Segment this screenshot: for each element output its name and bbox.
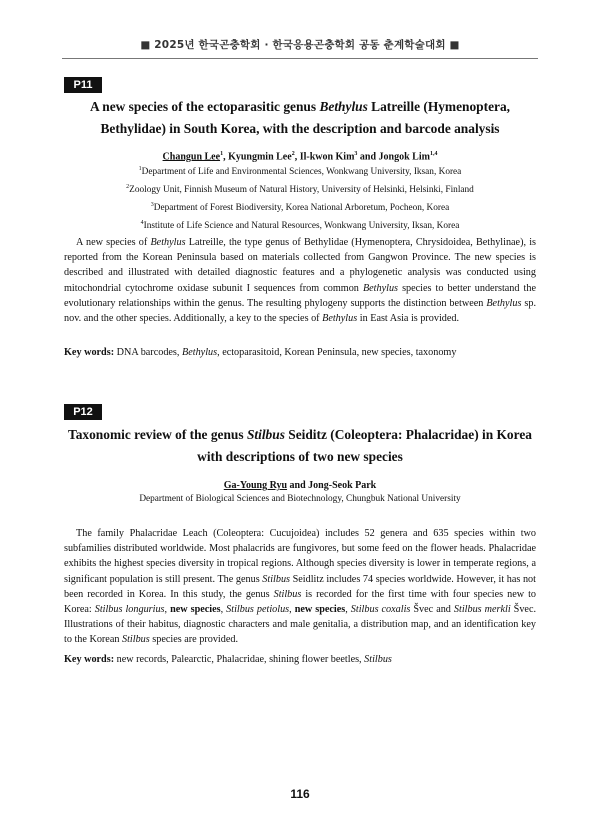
author: Ga-Young Ryu (223, 480, 288, 491)
paper-title-p12: Taxonomic review of the genus Stilbus Seiditz (Coleoptera: Phalacridae) in Korea with descriptions of two new species (68, 427, 532, 464)
paper-title-p11: A new species of the ectoparasitic genus Bethylus Latreille (Hymenoptera, Bethylidae) in South Korea, with the description and barcode analysis (89, 99, 511, 136)
authors-p12: Ga-Young Ryu and Jong-Seok Park (223, 480, 377, 491)
authors-p11: Changun Lee$^1$, Kyungmin Lee$^2$, Il-kwon Kim$^3$ and Jongok Lim$^{1,4}$ (162, 151, 438, 163)
abstract-badge-p11: P11 (64, 77, 102, 93)
affiliation: $^1$Department of Life and Environmental Sciences, Wonkwang University, Iksan, Korea (138, 166, 462, 178)
page-number: 116 (290, 787, 310, 801)
affiliation: Department of Biological Sciences and Biotechnology, Chungbuk National University (139, 494, 461, 504)
abstract-body-p12: The family Phalacridae Leach (Coleoptera: Cucujoidea) includes 52 genera and 635 species within two subfamilies distributed worldwide. Most phalacrids are fungivores, but some feed on the flower heads. Phalacridae exhibits the highest species diversity in tropical regions. Although species diversity is lower in temperate regions, a significant population is still present. The genus Stilbus Seidlitz includes 74 species worldwide. However, it has not been recorded in Korea. In this study, the genus Stilbus is recorded for the first time with four species new to Korea: Stilbus longurius, new species, Stilbus petiolus, new species, Stilbus coxalis Švec and Stilbus merkli Švec. Illustrations of their habitus, diagnostic characters and male genitalia, a distribution map, and an identification key to the Korean Stilbus species are provided. (64, 528, 537, 646)
affiliation: $^3$Department of Forest Biodiversity, Korea National Arboretum, Pocheon, Korea (150, 202, 450, 214)
keywords-p12: Key words: new records, Palearctic, Phalacridae, shining flower beetles, Stilbus (64, 654, 392, 665)
author: Jong-Seok Park (308, 480, 377, 491)
author: Kyungmin Lee (228, 151, 292, 163)
abstract-badge-p12: P12 (64, 404, 102, 420)
affiliations-p11 (60, 162, 540, 234)
author: Changun Lee (162, 151, 221, 163)
affiliations-p12 (60, 492, 540, 507)
keywords-p11: Key words: DNA barcodes, Bethylus, ectoparasitoid, Korean Peninsula, new species, taxonomy (64, 347, 457, 358)
genus-name: Bethylus (319, 99, 368, 114)
author: Jongok Lim (378, 151, 430, 163)
author: Il-kwon Kim (299, 151, 355, 163)
affiliation: $^4$Institute of Life Science and Natural Resources, Wonkwang University, Iksan, Korea (140, 220, 460, 232)
abstract-body-p11: A new species of Bethylus Latreille, the type genus of Bethylidae (Hymenoptera, Chrysidoidea, Bethylinae), is reported from the Korean Peninsula based on materials collected from Gangwon Province. The new species is described and illustrated with detailed diagnostic features and a phylogenetic analysis was conducted using mitochondrial cytochrome oxidase subunit I sequences from common Bethylus species to better understand the evolutionary relationships within the genus. The resulting phylogeny supports the distinction between Bethylus sp. nov. and the other species. Additionally, a key to the species of Bethylus in East Asia is provided. (64, 237, 537, 325)
affiliation: $^2$Zoology Unit, Finnish Museum of Natural History, University of Helsinki, Helsinki, Finland (126, 184, 474, 196)
conference-header: ■ 2025년 한국곤충학회 · 한국응용곤충학회 공동 춘계학술대회 ■ (140, 39, 460, 51)
genus-name: Stilbus (246, 427, 285, 442)
header-rule (62, 58, 538, 59)
